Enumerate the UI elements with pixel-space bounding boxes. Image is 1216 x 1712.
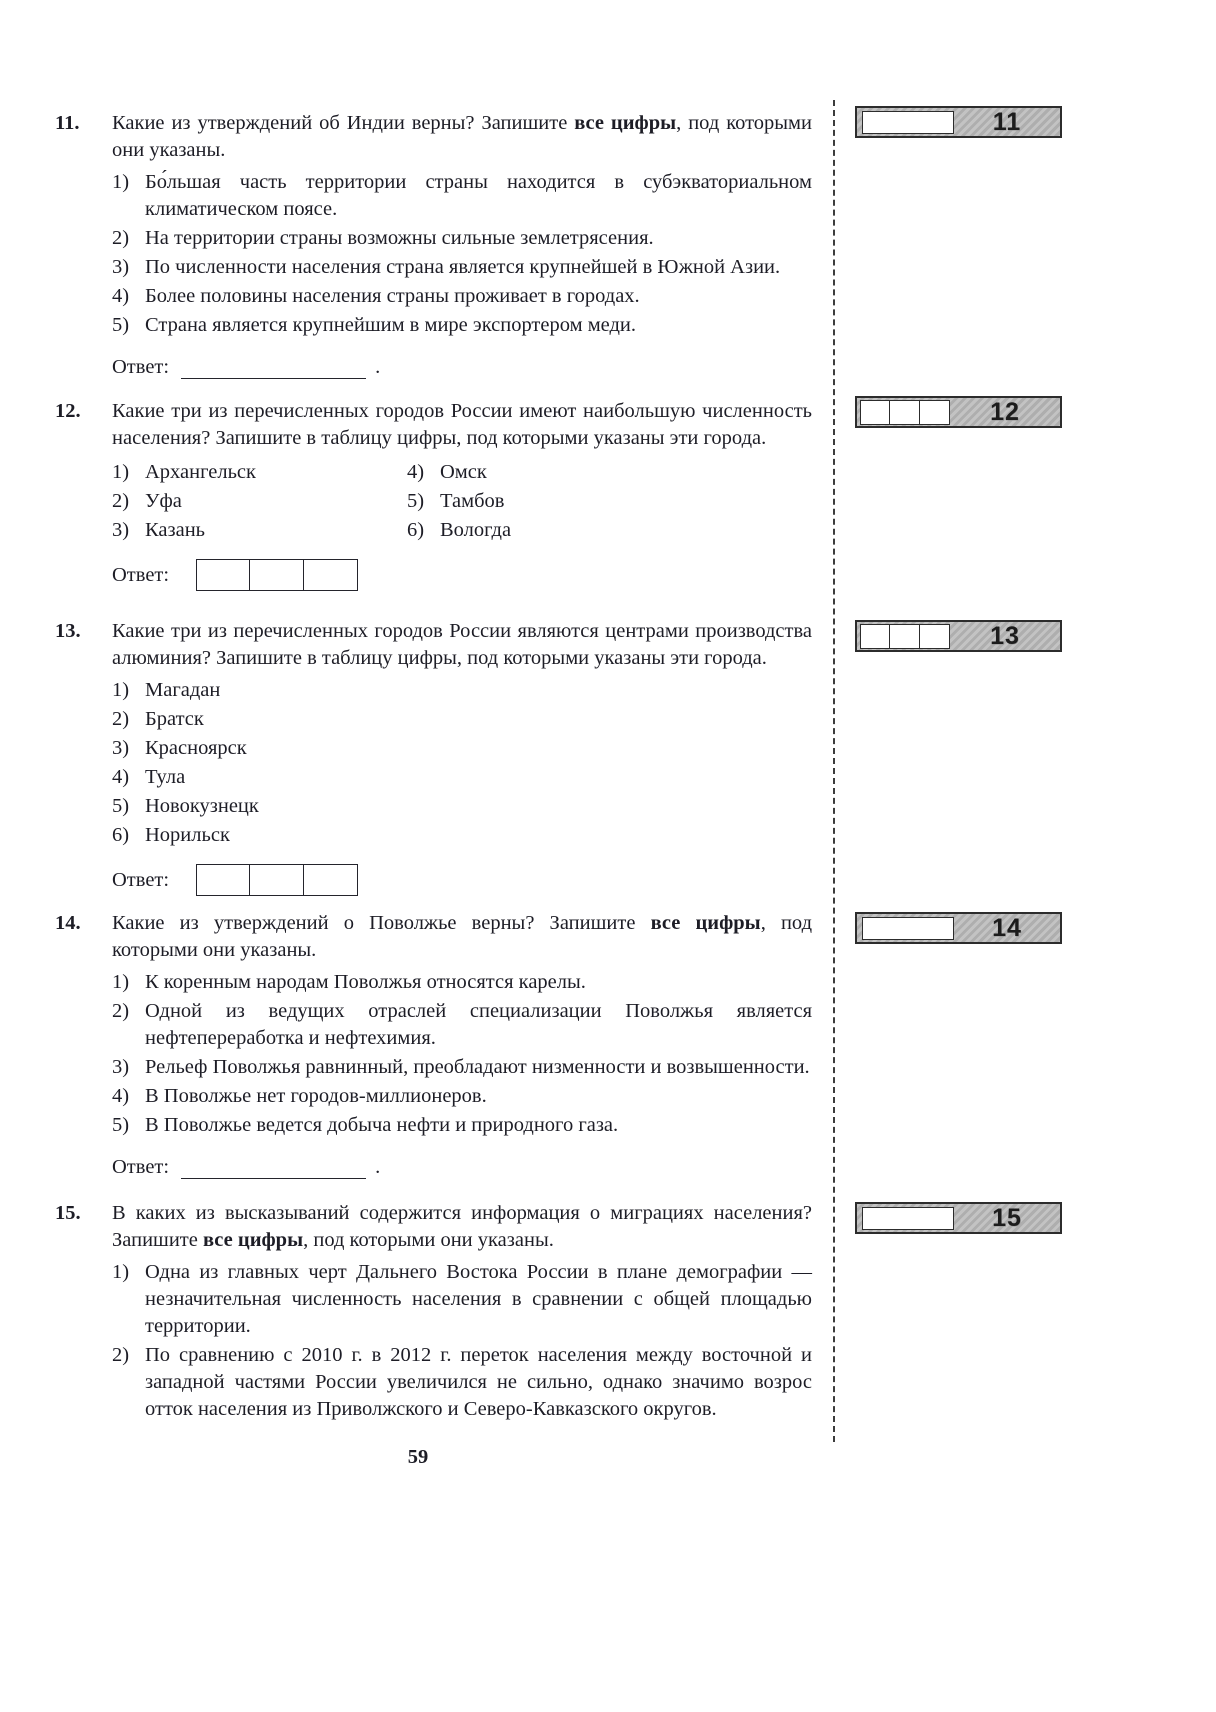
option-marker: 1) (112, 679, 130, 701)
answer-label: Ответ: (112, 563, 170, 586)
options-columns (112, 457, 812, 544)
answer-label: Ответ: (112, 1156, 170, 1178)
answer-cell-1[interactable] (196, 864, 250, 896)
option-item (407, 517, 812, 544)
question-body (112, 110, 812, 381)
intro-text: , под которыми они указаны. (303, 1229, 554, 1251)
margin-answer-cell[interactable] (890, 400, 920, 425)
margin-answer-cell[interactable] (920, 400, 950, 425)
option-text: Омск (440, 461, 487, 483)
page-number: 59 (407, 1446, 429, 1468)
question-body (112, 398, 812, 591)
option-marker: 5) (407, 490, 425, 512)
intro-bold-text: все цифры (202, 1229, 304, 1251)
margin-answer-box[interactable] (862, 111, 954, 134)
option-item (112, 735, 812, 762)
margin-divider-dashed-line (833, 100, 835, 1442)
answer-row (112, 354, 812, 381)
question-number: 15. (55, 1202, 81, 1224)
option-item (112, 1342, 812, 1423)
option-text: В Поволжье ведется добыча нефти и природного газа. (145, 1114, 619, 1136)
option-marker: 1) (112, 971, 130, 993)
margin-tab-number: 11 (992, 107, 1022, 136)
option-item (112, 312, 812, 339)
option-marker: 5) (112, 314, 130, 336)
option-marker: 4) (112, 1085, 130, 1107)
answer-cell-2[interactable] (250, 864, 304, 896)
option-text: Более половины населения страны проживает в городах. (145, 285, 640, 307)
option-item (112, 1259, 812, 1340)
intro-text: В каких из высказываний содержится информация о миграциях населения? Запишите (112, 1202, 812, 1251)
option-text: Тамбов (440, 490, 505, 512)
option-marker: 2) (112, 708, 130, 730)
option-text: К коренным народам Поволжья относятся карелы. (145, 971, 586, 993)
option-marker: 3) (112, 256, 130, 278)
option-marker: 3) (112, 519, 130, 541)
option-item (112, 254, 812, 281)
answer-row (112, 559, 812, 591)
intro-bold-text: все цифры (650, 912, 761, 934)
option-text: Бо́льшая часть территории страны находится в субэкваториальном климатическом поясе. (145, 171, 812, 220)
question-intro (112, 910, 812, 964)
question-number: 14. (55, 912, 81, 934)
margin-answer-box[interactable] (862, 1207, 954, 1230)
option-text: Братск (145, 708, 204, 730)
margin-tab-number: 13 (990, 621, 1020, 650)
answer-cell-3[interactable] (304, 864, 358, 896)
options-list (112, 677, 812, 849)
option-item (112, 969, 812, 996)
margin-tab-12 (855, 396, 1062, 428)
option-item (407, 459, 812, 486)
option-marker: 2) (112, 1000, 130, 1022)
option-text: Одна из главных черт Дальнего Востока России в плане демографии — незначительная численность населения в сравнении с общей площадью территории. (145, 1261, 812, 1337)
option-text: Уфа (145, 490, 182, 512)
question-intro (112, 110, 812, 164)
option-text: Новокузнецк (145, 795, 259, 817)
option-marker: 1) (112, 171, 130, 193)
intro-text: Какие три из перечисленных городов России имеют наибольшую численность населения? Запишите в таблицу цифры, под которыми указаны эти города. (112, 400, 812, 449)
options-column-right (407, 457, 812, 544)
margin-tab-11 (855, 106, 1062, 138)
intro-text: Какие из утверждений об Индии верны? Запишите (112, 112, 575, 134)
answer-row (112, 864, 812, 896)
option-marker: 2) (112, 490, 130, 512)
answer-cell-2[interactable] (250, 559, 304, 591)
option-marker: 3) (112, 1056, 130, 1078)
answer-cell-3[interactable] (304, 559, 358, 591)
option-item (112, 517, 407, 544)
option-text: Тула (145, 766, 186, 788)
margin-answer-box[interactable] (862, 917, 954, 940)
option-text: Норильск (145, 824, 230, 846)
option-text: По сравнению с 2010 г. в 2012 г. переток населения между восточной и западной частями России увеличился не сильно, однако значимо возрос отток населения из Приволжского и Северо-Кавказского округов. (145, 1344, 812, 1420)
option-marker: 2) (112, 1344, 130, 1366)
question-body (112, 1200, 812, 1423)
option-item (112, 677, 812, 704)
question-number: 12. (55, 400, 81, 422)
option-text: Одной из ведущих отраслей специализации Поволжья является нефтепереработка и нефтехимия. (145, 1000, 812, 1049)
option-marker: 3) (112, 737, 130, 759)
answer-blank-line[interactable] (181, 357, 366, 379)
intro-text: , под которыми они указаны. (112, 112, 812, 161)
question-intro (112, 1200, 812, 1254)
margin-answer-cells (860, 400, 950, 425)
option-marker: 4) (112, 766, 130, 788)
question-number: 13. (55, 620, 81, 642)
margin-answer-cells (860, 624, 950, 649)
option-text: Страна является крупнейшим в мире экспортером меди. (145, 314, 637, 336)
answer-cell-1[interactable] (196, 559, 250, 591)
margin-tab-15 (855, 1202, 1062, 1234)
options-list (112, 1259, 812, 1423)
margin-answer-cell[interactable] (860, 400, 890, 425)
question-intro (112, 398, 812, 452)
margin-answer-cell[interactable] (890, 624, 920, 649)
question-13 (55, 618, 812, 896)
option-item (112, 459, 407, 486)
margin-tab-14 (855, 912, 1062, 944)
answer-label: Ответ: (112, 868, 170, 891)
option-marker: 6) (407, 519, 425, 541)
option-marker: 4) (407, 461, 425, 483)
option-item (112, 169, 812, 223)
option-text: Красноярск (145, 737, 247, 759)
option-text: Казань (145, 519, 206, 541)
option-text: В Поволжье нет городов-миллионеров. (145, 1085, 487, 1107)
margin-tab-number: 14 (992, 913, 1022, 942)
intro-text: Какие три из перечисленных городов России являются центрами производства алюминия? Запишите в таблицу цифры, под которыми указаны эти города. (112, 620, 812, 669)
option-item (112, 793, 812, 820)
option-text: Магадан (145, 679, 221, 701)
margin-answer-cell[interactable] (920, 624, 950, 649)
question-body (112, 618, 812, 896)
option-text: Архангельск (145, 461, 256, 483)
option-item (112, 1083, 812, 1110)
answer-blank-line[interactable] (181, 1157, 366, 1179)
option-item (112, 283, 812, 310)
option-item (112, 1054, 812, 1081)
answer-row (112, 1154, 812, 1181)
option-marker: 1) (112, 461, 130, 483)
answer-label: Ответ: (112, 356, 170, 378)
margin-tab-number: 12 (990, 397, 1020, 426)
intro-text: , под которыми они указаны. (112, 912, 813, 961)
question-body (112, 910, 812, 1181)
margin-answer-cell[interactable] (860, 624, 890, 649)
options-list (112, 169, 812, 339)
question-15 (55, 1200, 812, 1423)
question-12 (55, 398, 812, 591)
option-marker: 1) (112, 1261, 130, 1283)
option-text: На территории страны возможны сильные землетрясения. (145, 227, 654, 249)
options-list (112, 969, 812, 1139)
answer-suffix: . (375, 1156, 381, 1178)
intro-bold-text: все цифры (574, 112, 677, 134)
option-marker: 5) (112, 1114, 130, 1136)
option-text: Вологда (440, 519, 512, 541)
answer-table (196, 864, 358, 896)
question-14 (55, 910, 812, 1181)
option-item (112, 488, 407, 515)
option-text: Рельеф Поволжья равнинный, преобладают низменности и возвышенности. (145, 1056, 810, 1078)
option-text: По численности населения страна является крупнейшей в Южной Азии. (145, 256, 781, 278)
option-item (112, 225, 812, 252)
answer-suffix: . (375, 356, 381, 378)
option-item (112, 1112, 812, 1139)
question-11 (55, 110, 812, 381)
option-item (407, 488, 812, 515)
answer-table (196, 559, 358, 591)
option-item (112, 998, 812, 1052)
intro-text: Какие из утверждений о Поволжье верны? Запишите (112, 912, 651, 934)
question-number: 11. (55, 112, 80, 134)
option-item (112, 822, 812, 849)
option-item (112, 706, 812, 733)
question-intro (112, 618, 812, 672)
margin-tab-13 (855, 620, 1062, 652)
option-marker: 4) (112, 285, 130, 307)
option-marker: 6) (112, 824, 130, 846)
option-marker: 2) (112, 227, 130, 249)
option-marker: 5) (112, 795, 130, 817)
option-item (112, 764, 812, 791)
margin-tab-number: 15 (992, 1203, 1022, 1232)
options-column-left (112, 457, 407, 544)
